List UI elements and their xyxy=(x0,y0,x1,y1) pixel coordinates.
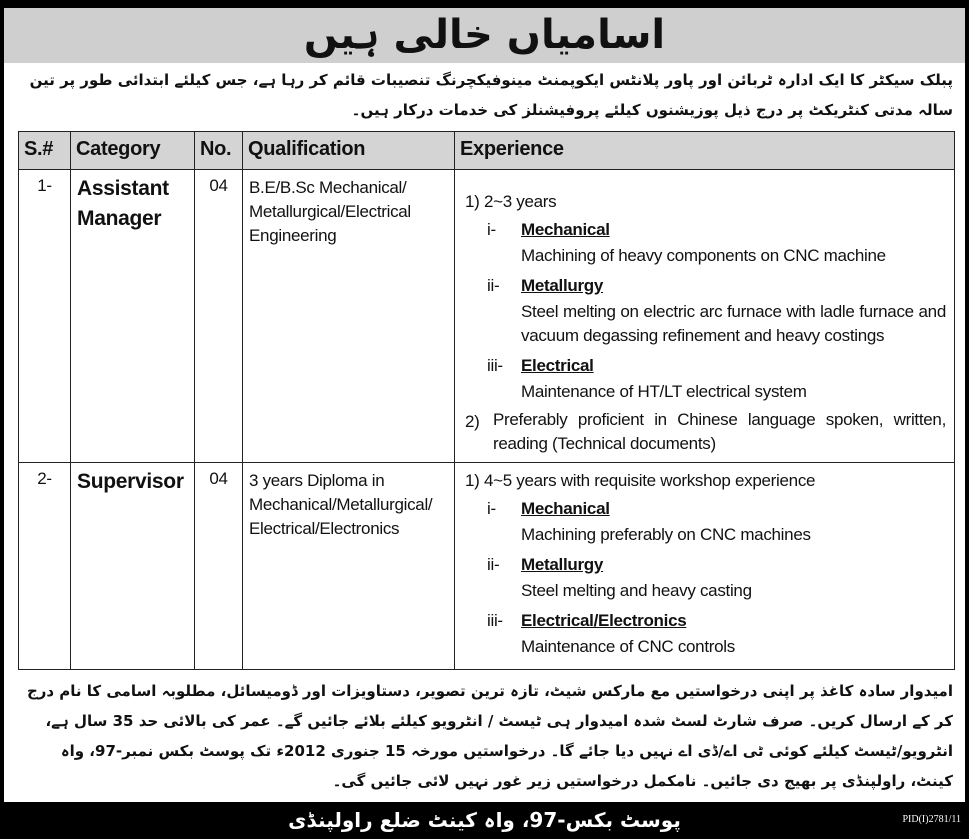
footer-band xyxy=(0,802,969,839)
item-number: 2) xyxy=(465,412,480,431)
item-text: Steel melting and heavy casting xyxy=(521,581,752,600)
experience xyxy=(455,170,955,463)
experience xyxy=(455,463,955,670)
table-row xyxy=(19,463,955,670)
col-header-category: Category xyxy=(71,132,195,170)
table-header-row xyxy=(19,132,955,170)
item-title: Metallurgy xyxy=(521,276,604,295)
experience-years: 1) 2~3 years xyxy=(465,192,557,211)
item-text: Machining of heavy components on CNC machine xyxy=(521,246,886,265)
category xyxy=(71,170,195,463)
item-title: Electrical xyxy=(521,356,594,375)
positions-table xyxy=(18,131,955,670)
item-label: i- xyxy=(487,499,496,518)
item-label: ii- xyxy=(487,555,500,574)
count: 04 xyxy=(195,463,243,670)
item-title: Mechanical xyxy=(521,220,610,239)
item-text: Maintenance of CNC controls xyxy=(521,637,735,656)
category: Supervisor xyxy=(71,463,195,670)
footer-address: پوسٹ بکس-97، واہ کینٹ ضلع راولپنڈی xyxy=(288,808,681,832)
experience-years: 1) 4~5 years with requisite workshop experience xyxy=(465,471,816,490)
count: 04 xyxy=(195,170,243,463)
col-header-experience: Experience xyxy=(455,132,955,170)
category-line: Manager xyxy=(77,207,162,230)
serial-number: 1- xyxy=(19,170,71,463)
item-title: Mechanical xyxy=(521,499,610,518)
header-band xyxy=(4,8,965,63)
item-label: iii- xyxy=(487,356,503,375)
advertisement xyxy=(4,8,965,802)
item-label: iii- xyxy=(487,611,503,630)
item-text: Steel melting on electric arc furnace with ladle furnace and vacuum degassing refinement and heavy costings xyxy=(521,302,946,345)
item-title: Electrical/Electronics xyxy=(521,611,687,630)
application-instructions: امیدوار سادہ کاغذ پر اپنی درخواستیں مع مارکس شیٹ، تازہ ترین تصویر، دستاویزات اور ڈومیسائل، مطلوبہ اسامی کا نام درج کر کے ارسال کریں۔ صرف شارٹ لسٹ شدہ امیدوار ہی ٹیسٹ / انٹرویو کیلئے بلائے جائیں گے۔ عمر کی بالائی حد 35 سال ہے، انٹرویو/ٹیسٹ کیلئے کوئی ٹی اے/ڈی اے نہیں دیا جائے گا۔ درخواستیں مورخہ 15 جنوری 2012ء تک پوسٹ بکس نمبر-97، واہ کینٹ، راولپنڈی پر بھیج دی جائیں۔ نامکمل درخواستیں زیر غور نہیں لائی جائیں گی۔ xyxy=(26,682,953,790)
item-label: i- xyxy=(487,220,496,239)
category-line: Assistant xyxy=(77,177,169,200)
qualification: B.E/B.Sc Mechanical/ Metallurgical/Electrical Engineering xyxy=(243,170,455,463)
serial-number: 2- xyxy=(19,463,71,670)
language-requirement: Preferably proficient in Chinese language spoken, written, reading (Technical documents) xyxy=(493,410,946,453)
qualification: 3 years Diploma in Mechanical/Metallurgical/ Electrical/Electronics xyxy=(243,463,455,670)
item-label: ii- xyxy=(487,276,500,295)
item-text: Maintenance of HT/LT electrical system xyxy=(521,382,807,401)
col-header-qualification: Qualification xyxy=(243,132,455,170)
item-text: Machining preferably on CNC machines xyxy=(521,525,811,544)
page-title: اسامیاں خالی ہیں xyxy=(303,12,666,58)
col-header-sn: S.# xyxy=(19,132,71,170)
pid-number: PID(I)2781/11 xyxy=(902,814,961,825)
table-row xyxy=(19,170,955,463)
col-header-no: No. xyxy=(195,132,243,170)
item-title: Metallurgy xyxy=(521,555,604,574)
intro-text: پبلک سیکٹر کا ایک ادارہ ٹربائن اور پاور پلانٹس ایکوپمنٹ مینوفیکچرنگ تنصیبات قائم کر رہا ہے، جس کیلئے ابتدائی طور پر تین سالہ مدتی کنٹریکٹ پر درج ذیل پوزیشنوں کیلئے پروفیشنلز کی خدمات درکار ہیں۔ xyxy=(29,71,953,119)
